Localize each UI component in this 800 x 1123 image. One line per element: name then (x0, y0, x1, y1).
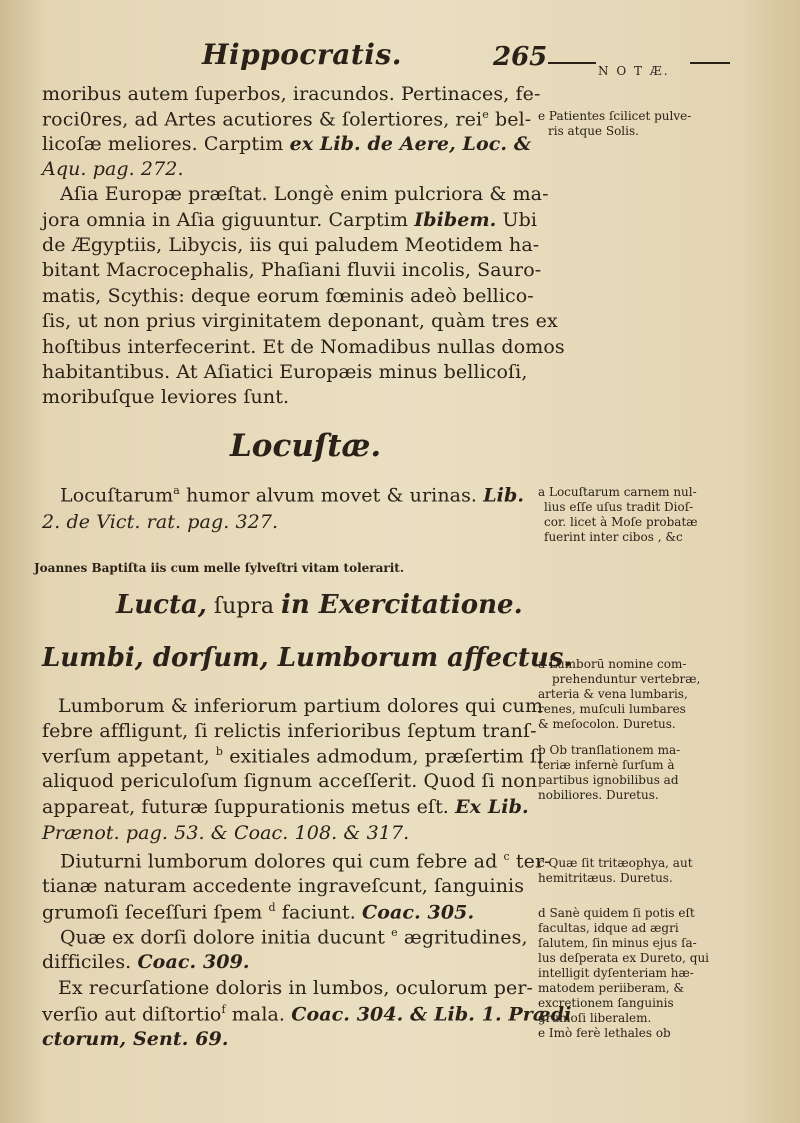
text-line: verſio aut diſtortio$^f$ mala. Coac. 304. & Lib. 1. Prædi (42, 1003, 572, 1026)
text-line: 2. de Vict. rat. pag. 327. (42, 511, 279, 533)
text-line: moribus autem ſuperbos, iracundos. Pertinaces, fe- (42, 83, 541, 105)
text-line: Quæ ex dorſi dolore initia ducunt $^e$ ægritudines, (60, 926, 528, 949)
text-line: Lumborum & inferiorum partium dolores qui cum (58, 695, 544, 717)
text-line: verſum appetant, $^b$ exitiales admodum, præſertim ſi (42, 745, 544, 768)
text-line: appareat, futuræ ſuppurationis metus eſt. Ex Lib. (42, 796, 529, 818)
notes-heading: N O T Æ. (598, 64, 670, 78)
text-line: Diuturni lumborum dolores qui cum febre ad $^c$ ter- (60, 850, 551, 873)
margin-note: fuerint inter cibos , &c (544, 530, 683, 544)
margin-note: grumoſi liberalem. (538, 1011, 652, 1025)
text-line: moribuſque leviores ſunt. (42, 386, 290, 408)
text-line: difficiles. Coac. 309. (42, 951, 250, 973)
text-line: Locuſtarum$^a$ humor alvum movet & urinas. Lib. (60, 484, 525, 507)
running-title: Hippocratis. (202, 38, 402, 71)
margin-note: e Patientes ſcilicet pulve- (538, 109, 692, 123)
margin-note: e Imò ferè lethales ob (538, 1026, 671, 1040)
text-line: Prænot. pag. 53. & Coac. 108. & 317. (42, 822, 410, 844)
text-line: matis, Scythis: deque eorum fœminis adeò bellico- (42, 285, 534, 307)
text-line-small: Joannes Baptiſta iis cum melle ſylveſtri vitam tolerarit. (34, 561, 404, 575)
header-rule-left (548, 62, 596, 64)
margin-note: teriæ infernè ſurſum à (538, 758, 675, 772)
text-line: febre affligunt, ſi relictis inferioribus ſeptum tranſ- (42, 720, 537, 742)
margin-note: lius eſſe uſus tradit Dioſ- (544, 500, 694, 514)
page-number: 265 (493, 42, 548, 72)
margin-note: renes, muſculi lumbares (538, 702, 686, 716)
margin-note: lus deſperata ex Dureto, qui (538, 951, 710, 965)
text-line: licoſæ meliores. Carptim ex Lib. de Aere, Loc. & (42, 133, 532, 155)
text-line: ſis, ut non prius virginitatem deponant, quàm tres ex (42, 310, 558, 332)
margin-note: a Locuſtarum carnem nul- (538, 485, 697, 499)
margin-note: prehenduntur vertebræ, (552, 672, 701, 686)
text-line: aliquod periculoſum ſignum acceſſerit. Quod ſi non (42, 770, 538, 792)
text-line: roci0res, ad Artes acutiores & ſolertiores, rei$^e$ bel- (42, 108, 532, 131)
margin-note: matodem periiberam, & (538, 981, 685, 995)
text-line: Aſia Europæ præſtat. Longè enim pulcriora & ma- (60, 183, 549, 205)
section-heading-lucta: Lucta, ſupra in Exercitatione. (116, 590, 523, 620)
margin-note: d Sanè quidem ſi potis eſt (538, 906, 695, 920)
margin-note: & meſocolon. Duretus. (538, 717, 676, 731)
margin-note: cor. licet à Moſe probatæ (544, 515, 698, 529)
margin-note: ris atque Solis. (548, 124, 639, 138)
text-line: jora omnia in Aſia giguuntur. Carptim Ibibem. Ubi (42, 209, 538, 231)
section-heading-lumbi: Lumbi, dorſum, Lumborum affectus. (42, 643, 573, 673)
text-line: ctorum, Sent. 69. (42, 1028, 229, 1050)
header-rule-right (690, 62, 730, 64)
text-line: grumoſi ſeceſſuri ſpem $^d$ faciunt. Coac. 305. (42, 901, 475, 924)
margin-note: b Ob tranſlationem ma- (538, 743, 681, 757)
margin-note: facultas, idque ad ægri (538, 921, 679, 935)
margin-note: excretionem ſanguinis (538, 996, 674, 1010)
margin-note: hemitritæus. Duretus. (538, 871, 673, 885)
margin-note: nobiliores. Duretus. (538, 788, 659, 802)
margin-note: ſalutem, ſin minus ejus ſa- (538, 936, 697, 950)
margin-note: partibus ignobilibus ad (538, 773, 679, 787)
text-line: habitantibus. At Aſiatici Europæis minus bellicoſi, (42, 361, 528, 383)
text-line: de Ægyptiis, Libycis, iis qui paludem Meotidem ha- (42, 234, 540, 256)
margin-note: intelligit dyſenteriam hæ- (538, 966, 694, 980)
margin-note: a Lumborū nomine com- (538, 657, 687, 671)
text-line: tianæ naturam accedente ingraveſcunt, ſanguinis (42, 875, 525, 897)
text-line: Ex recurſatione doloris in lumbos, oculorum per- (58, 977, 534, 999)
section-heading-locustae: Locuſtæ. (230, 428, 382, 464)
text-line: hoſtibus interfecerint. Et de Nomadibus nullas domos (42, 336, 565, 358)
text-line: bitant Macrocephalis, Phaſiani fluvii incolis, Sauro- (42, 259, 542, 281)
margin-note: arteria & vena lumbaris, (538, 687, 688, 701)
text-line: Aqu. pag. 272. (42, 158, 184, 180)
margin-note: c Quæ ſit tritæophya, aut (538, 856, 693, 870)
